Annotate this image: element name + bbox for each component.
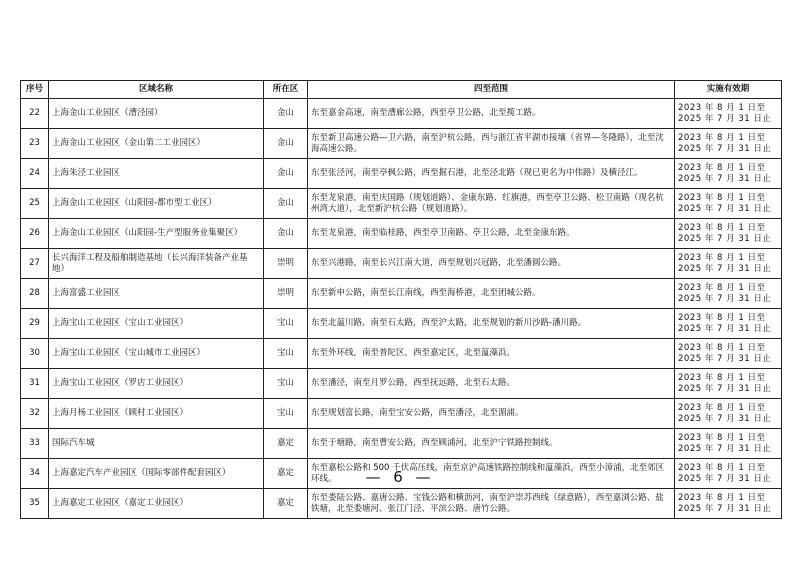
row-district: 金山: [264, 189, 308, 219]
row-range: 东至新申公路，南至长江南线，西至海桥港，北至团城公路。: [308, 279, 675, 309]
row-validity: 2023 年 8 月 1 日至 2025 年 7 月 31 日止: [675, 159, 782, 189]
row-num: 34: [21, 459, 49, 489]
row-name: 长兴海洋工程及船舶制造基地（长兴海洋装备产业基地）: [49, 249, 264, 279]
table-row: [21, 279, 782, 309]
row-validity: 2023 年 8 月 1 日至 2025 年 7 月 31 日止: [675, 249, 782, 279]
row-name: 上海金山工业园区（山阳园-生产型服务业集聚区）: [49, 219, 264, 249]
row-validity: 2023 年 8 月 1 日至 2025 年 7 月 31 日止: [675, 459, 782, 489]
row-validity: 2023 年 8 月 1 日至 2025 年 7 月 31 日止: [675, 279, 782, 309]
row-district: 崇明: [264, 249, 308, 279]
row-name: 上海朱泾工业园区: [49, 159, 264, 189]
table-row: [21, 489, 782, 519]
row-num: 28: [21, 279, 49, 309]
row-validity: 2023 年 8 月 1 日至 2025 年 7 月 31 日止: [675, 99, 782, 129]
row-validity: 2023 年 8 月 1 日至 2025 年 7 月 31 日止: [675, 429, 782, 459]
row-name: 上海宝山工业园区（罗店工业园区）: [49, 369, 264, 399]
row-validity: 2023 年 8 月 1 日至 2025 年 7 月 31 日止: [675, 189, 782, 219]
row-range: 东至于塘路，南至曹安公路，西至顾浦河，北至沪宁铁路控制线。: [308, 429, 675, 459]
row-range: 东至龙泉港，南至庆国路（规划道路）、金康东路、红旗港，西至亭卫公路、松卫南路（现名杭州湾大道），北至新沪杭公路（规划道路）。: [308, 189, 675, 219]
row-name: 上海金山工业园区（漕泾园）: [49, 99, 264, 129]
row-district: 宝山: [264, 369, 308, 399]
row-validity: 2023 年 8 月 1 日至 2025 年 7 月 31 日止: [675, 339, 782, 369]
row-district: 嘉定: [264, 459, 308, 489]
row-num: 29: [21, 309, 49, 339]
table-row: [21, 249, 782, 279]
row-validity: 2023 年 8 月 1 日至 2025 年 7 月 31 日止: [675, 219, 782, 249]
row-name: 上海嘉定工业园区（嘉定工业园区）: [49, 489, 264, 519]
header-range: 四至范围: [308, 81, 675, 99]
row-num: 27: [21, 249, 49, 279]
table-header-row: [21, 81, 782, 99]
row-range: 东至北蕰川路，南至石太路，西至沪太路，北至规划的新川沙路-潘川路。: [308, 309, 675, 339]
row-num: 22: [21, 99, 49, 129]
table-row: [21, 99, 782, 129]
row-range: 东至嘉金高速，南至漕廊公路，西至亭卫公路，北至揽工路。: [308, 99, 675, 129]
table-row: [21, 339, 782, 369]
row-name: 国际汽车城: [49, 429, 264, 459]
row-range: 东至张泾河，南至亭枫公路，西至掘石港，北至泾北路（现已更名为中伟路）及横泾江。: [308, 159, 675, 189]
row-name: 上海金山工业园区（山阳园-都市型工业区）: [49, 189, 264, 219]
row-num: 25: [21, 189, 49, 219]
row-name: 上海月杨工业园区（顾村工业园区）: [49, 399, 264, 429]
row-district: 宝山: [264, 339, 308, 369]
row-validity: 2023 年 8 月 1 日至 2025 年 7 月 31 日止: [675, 129, 782, 159]
row-validity: 2023 年 8 月 1 日至 2025 年 7 月 31 日止: [675, 489, 782, 519]
row-name: 上海嘉定汽车产业园区（国际零部件配套园区）: [49, 459, 264, 489]
row-district: 金山: [264, 99, 308, 129]
row-num: 33: [21, 429, 49, 459]
row-num: 35: [21, 489, 49, 519]
row-district: 金山: [264, 159, 308, 189]
row-num: 31: [21, 369, 49, 399]
table-row: [21, 369, 782, 399]
row-district: 金山: [264, 219, 308, 249]
row-validity: 2023 年 8 月 1 日至 2025 年 7 月 31 日止: [675, 399, 782, 429]
row-name: 上海宝山工业园区（宝山工业园区）: [49, 309, 264, 339]
row-range: 东至规划富长路，南至宝安公路，西至潘泾，北至湄浦。: [308, 399, 675, 429]
row-range: 东至外环线，南至普陀区，西至嘉定区，北至蕰藻浜。: [308, 339, 675, 369]
row-district: 宝山: [264, 399, 308, 429]
row-num: 26: [21, 219, 49, 249]
row-num: 32: [21, 399, 49, 429]
row-num: 23: [21, 129, 49, 159]
row-range: 东至娄陆公路、嘉唐公路、宝钱公路和横沥河，南至沪崇苏西线（绿意路），西至嘉浏公路、盐铁塘，北至娄塘河、张江门泾、平滨公路、唐竹公路。: [308, 489, 675, 519]
row-district: 崇明: [264, 279, 308, 309]
row-name: 上海金山工业园区（金山第二工业园区）: [49, 129, 264, 159]
row-district: 嘉定: [264, 489, 308, 519]
row-num: 30: [21, 339, 49, 369]
row-validity: 2023 年 8 月 1 日至 2025 年 7 月 31 日止: [675, 369, 782, 399]
table-row: [21, 429, 782, 459]
industrial-zones-table: [20, 80, 782, 519]
table-row: [21, 399, 782, 429]
table-body: [21, 99, 782, 519]
row-district: 宝山: [264, 309, 308, 339]
table-row: [21, 129, 782, 159]
table-row: [21, 309, 782, 339]
row-district: 金山: [264, 129, 308, 159]
header-validity: 实施有效期: [675, 81, 782, 99]
page-number: — 6 —: [365, 468, 435, 486]
table-row: [21, 189, 782, 219]
row-district: 嘉定: [264, 429, 308, 459]
row-name: 上海富盛工业园区: [49, 279, 264, 309]
row-range: 东至嘉松公路和 500 千伏高压线，南至京沪高速铁路控制线和蕰藻浜，西至小漳浦，北至郊区环线。: [308, 459, 675, 489]
table-row: [21, 159, 782, 189]
header-name: 区域名称: [49, 81, 264, 99]
row-num: 24: [21, 159, 49, 189]
header-num: 序号: [21, 81, 49, 99]
table-row: [21, 219, 782, 249]
row-validity: 2023 年 8 月 1 日至 2025 年 7 月 31 日止: [675, 309, 782, 339]
row-range: 东至潘泾，南至月罗公路，西至抚远路，北至石太路。: [308, 369, 675, 399]
row-range: 东至兴港路，南至长兴江南大道，西至规划兴冠路，北至潘圆公路。: [308, 249, 675, 279]
row-range: 东至龙泉港，南至临桂路，西至亭卫南路、亭卫公路，北至金康东路。: [308, 219, 675, 249]
row-name: 上海宝山工业园区（宝山城市工业园区）: [49, 339, 264, 369]
header-district: 所在区: [264, 81, 308, 99]
row-range: 东至新卫高速公路—卫六路，南至沪杭公路，西与浙江省平湖市接壤（省界—冬隆路），北至沈海高速公路。: [308, 129, 675, 159]
